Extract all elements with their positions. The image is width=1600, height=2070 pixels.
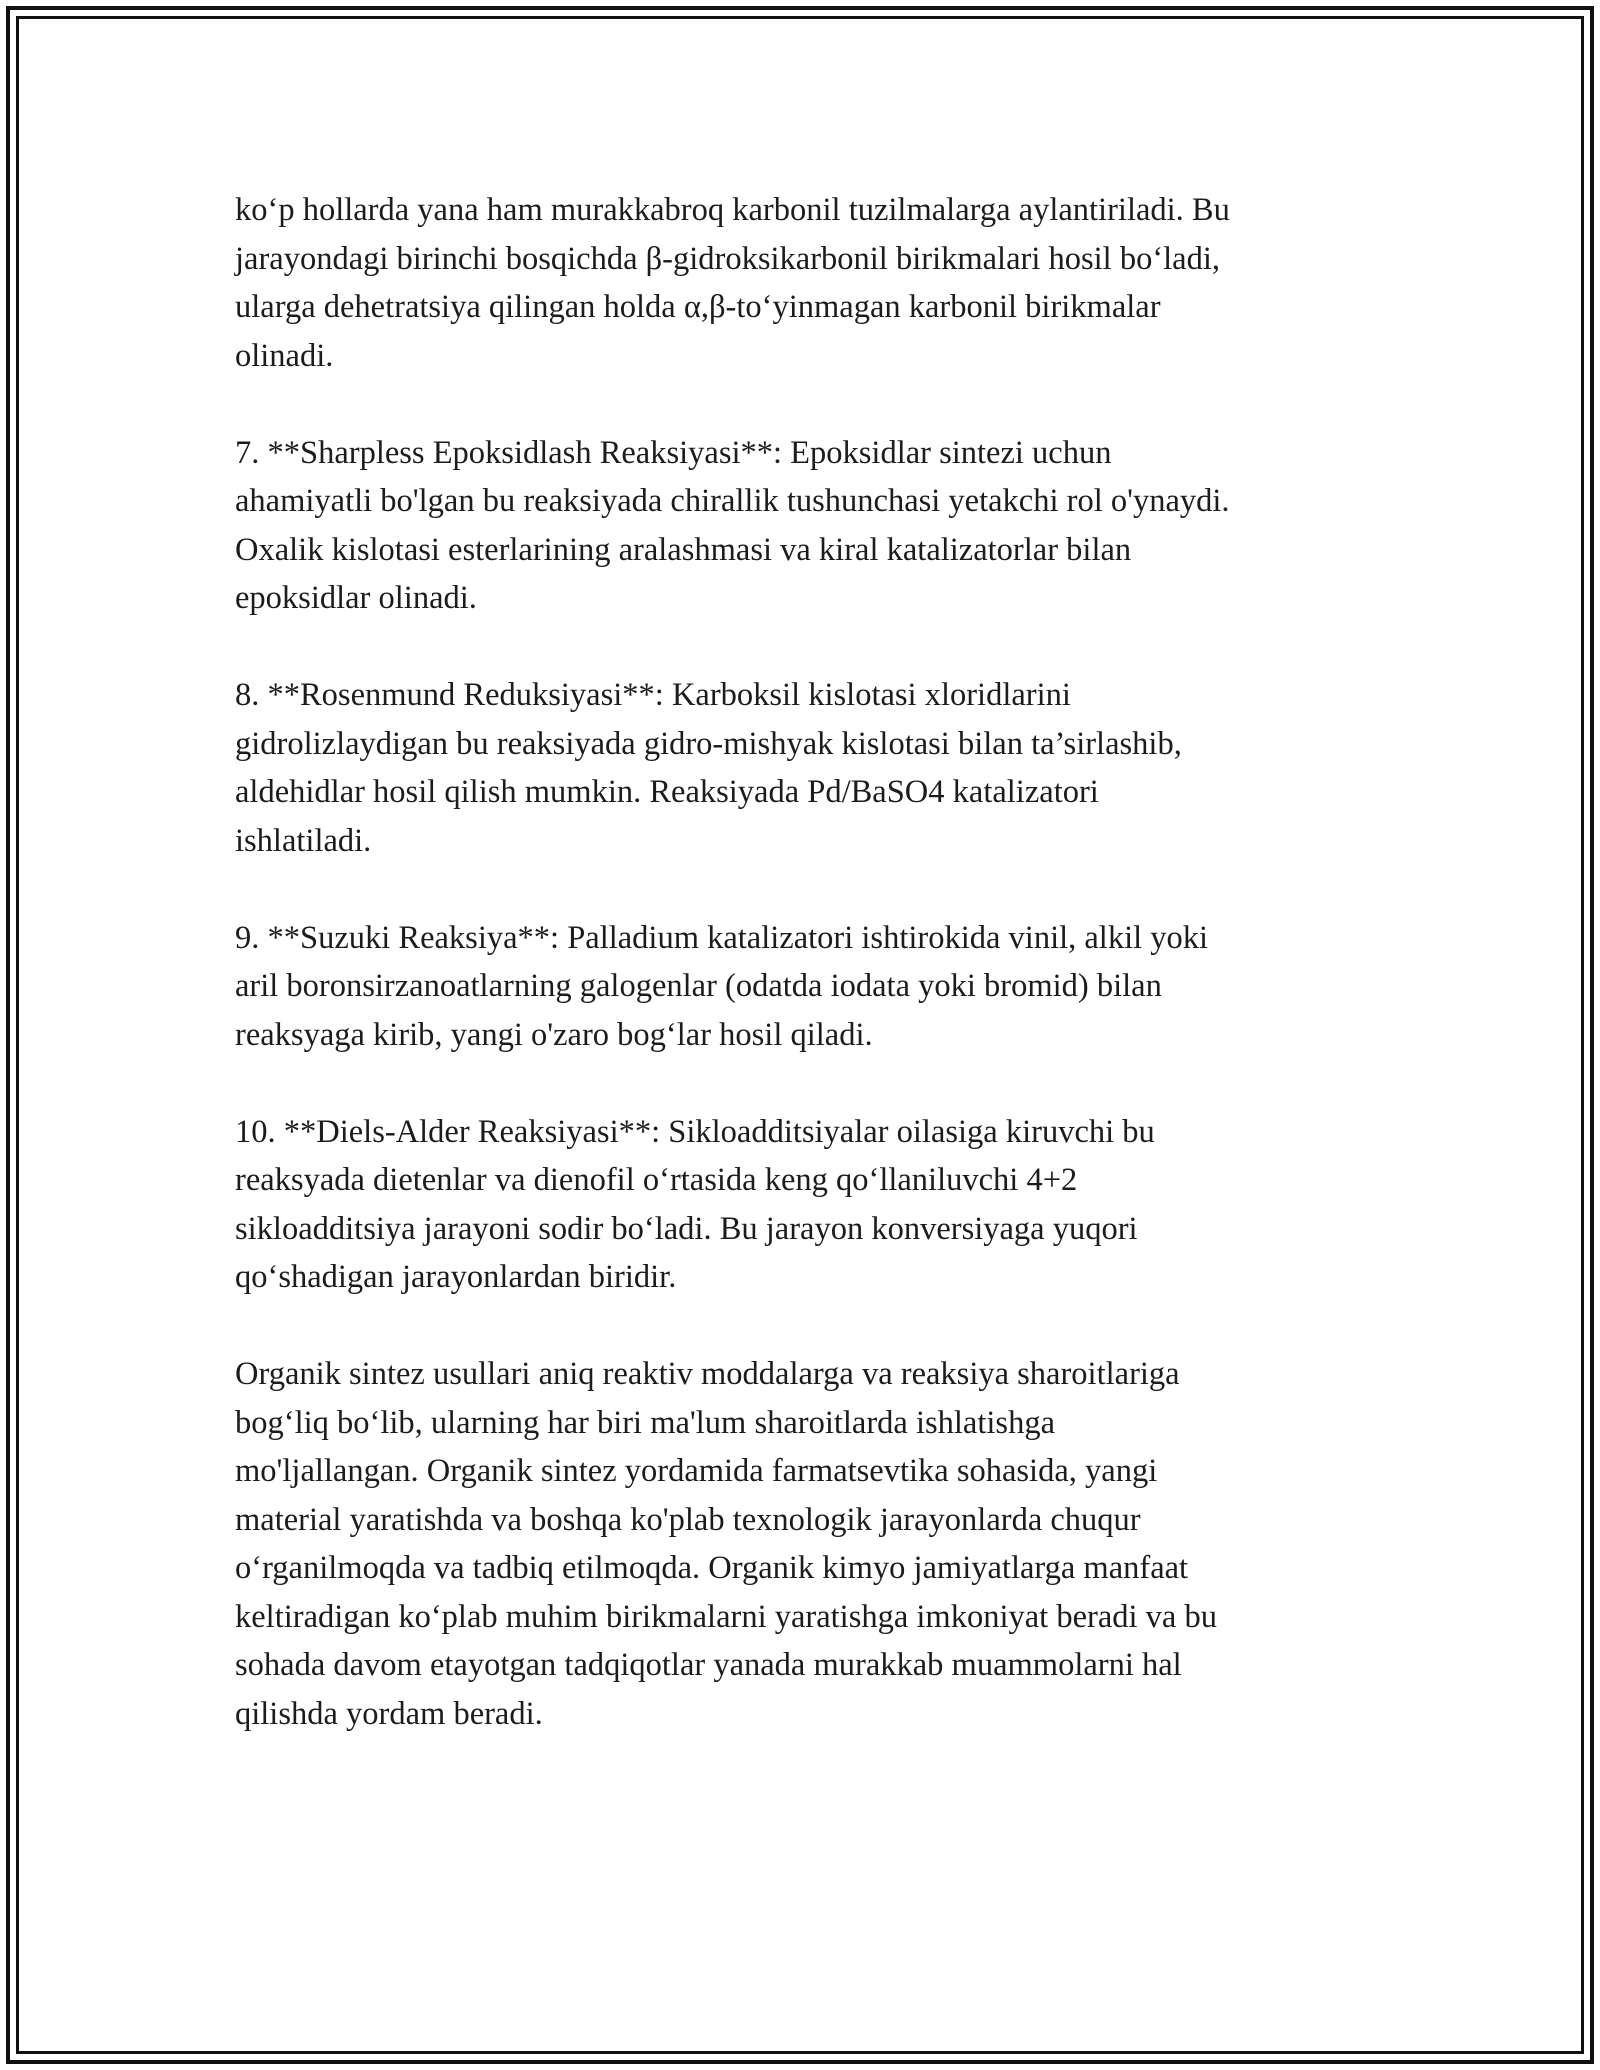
paragraph-sharpless-epoxidation: 7. **Sharpless Epoksidlash Reaksiyasi**: Epoksidlar sintezi uchun ahamiyatli bo'lgan bu reaksiyada chirallik tushunchasi yetakchi rol o'ynaydi. Oxalik kislotasi esterlarining aralashmasi va kiral katalizatorlar bilan epoksidlar olinadi. [235, 434, 1230, 616]
paragraph-suzuki-reaction: 9. **Suzuki Reaksiya**: Palladium katalizatori ishtirokida vinil, alkil yoki aril boronsirzanoatlarning galogenlar (odatda iodata yoki bromid) bilan reaksyaga kirib, yangi o'zaro bog‘lar hosil qiladi. [235, 919, 1209, 1053]
document-body [235, 186, 1365, 1787]
paragraph-diels-alder-reaction: 10. **Diels-Alder Reaksiyasi**: Sikloadditsiyalar oilasiga kiruvchi bu reaksyada dietenlar va dienofil o‘rtasida keng qo‘llaniluvchi 4+2 sikloadditsiya jarayoni sodir bo‘ladi. Bu jarayon konversiyaga yuqori qo‘shadigan jarayonlardan biridir. [235, 1113, 1155, 1295]
paragraph-rosenmund-reduction: 8. **Rosenmund Reduksiyasi**: Karboksil kislotasi xloridlarini gidrolizlaydigan bu reaksiyada gidro-mishyak kislotasi bilan ta’sirlashib, aldehidlar hosil qilish mumkin. Reaksiyada Pd/BaSO4 katalizatori ishlatiladi. [235, 677, 1182, 859]
paragraph-conclusion: Organik sintez usullari aniq reaktiv moddalarga va reaksiya sharoitlariga bog‘liq bo‘lib, ularning har biri ma'lum sharoitlarda ishlatishga mo'ljallangan. Organik sintez yordamida farmatsevtika sohasida, yangi material yaratishda va boshqa ko'plab texnologik jarayonlarda chuqur o‘rganilmoqda va tadbiq etilmoqda. Organik kimyo jamiyatlarga manfaat keltiradigan ko‘plab muhim birikmalarni yaratishga imkoniyat beradi va bu sohada davom etayotgan tadqiqotlar yanada murakkab muammolarni hal qilishda yordam beradi. [235, 1356, 1217, 1732]
paragraph-aldol-continuation: ko‘p hollarda yana ham murakkabroq karbonil tuzilmalarga aylantiriladi. Bu jarayondagi birinchi bosqichda β-gidroksikarbonil birikmalari hosil bo‘ladi, ularga dehetratsiya qilingan holda α,β-to‘yinmagan karbonil birikmalar olinadi. [235, 192, 1230, 374]
